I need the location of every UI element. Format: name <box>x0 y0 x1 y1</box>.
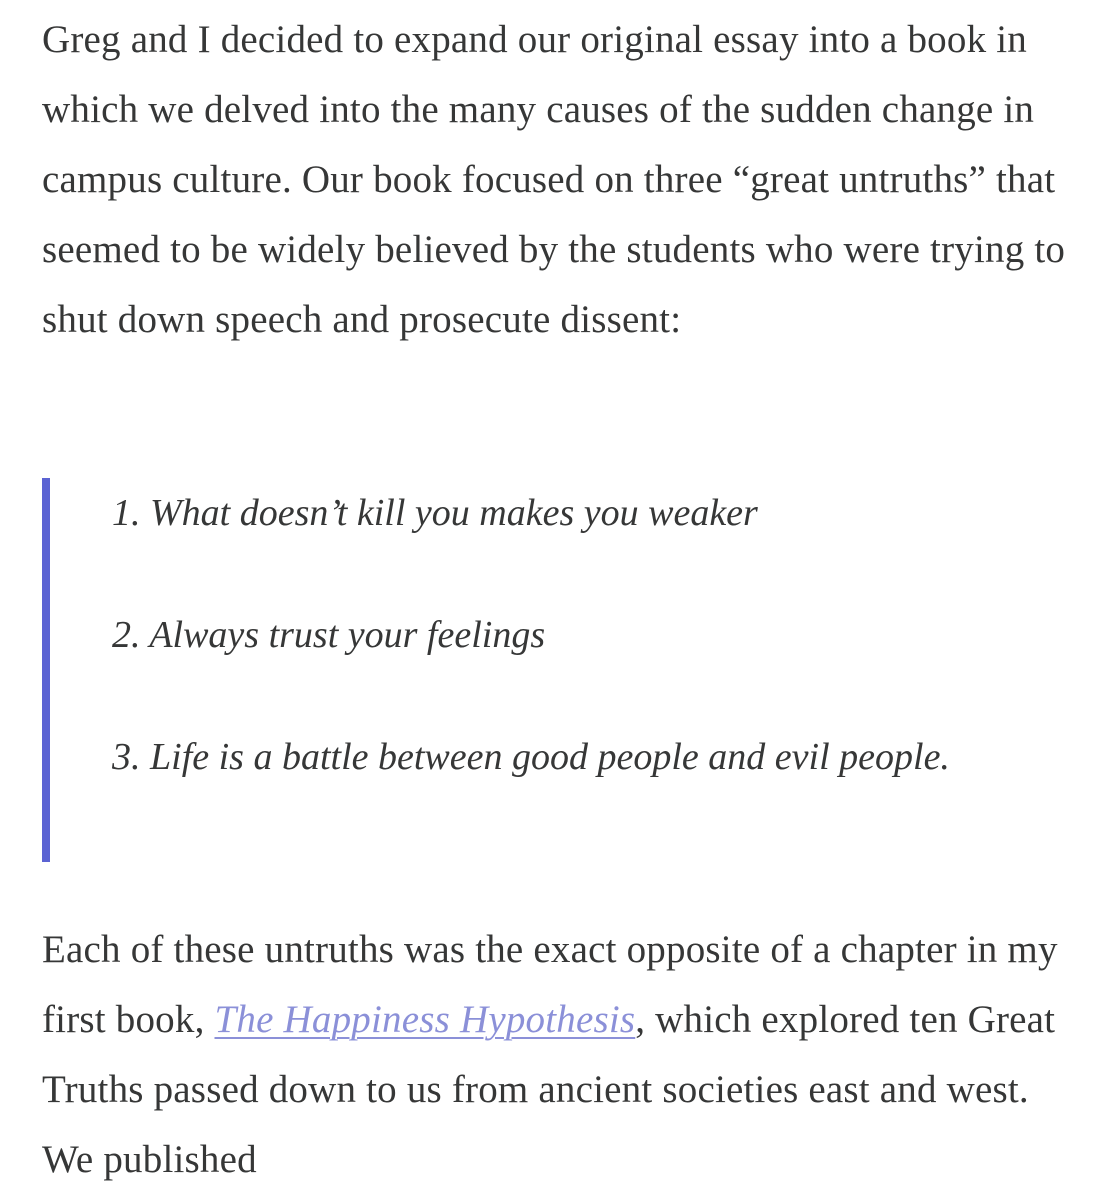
untruths-blockquote <box>42 478 1022 862</box>
untruth-item-2: 2. Always trust your feelings <box>112 614 546 656</box>
paragraph-2-text-end: , which explored ten Great Truths passed down to us from ancient societies east and west. We published <box>42 998 1056 1181</box>
paragraph-2-text-start: Each of these untruths was the exact opposite of a chapter in my first book, <box>42 928 1058 1041</box>
untruth-item-1: 1. What doesn’t kill you makes you weaker <box>112 492 758 534</box>
untruth-item-3: 3. Life is a battle between good people and evil people. <box>112 736 950 778</box>
paragraph-book-reference <box>42 915 1082 1195</box>
happiness-hypothesis-link[interactable]: The Happiness Hypothesis <box>214 998 636 1041</box>
paragraph-intro: Greg and I decided to expand our original essay into a book in which we delved into the many causes of the sudden change in campus culture. Our book focused on three “great untruths” that seemed to be widely believed by the students who were trying to shut down speech and prosecute dissent: <box>42 18 1066 341</box>
